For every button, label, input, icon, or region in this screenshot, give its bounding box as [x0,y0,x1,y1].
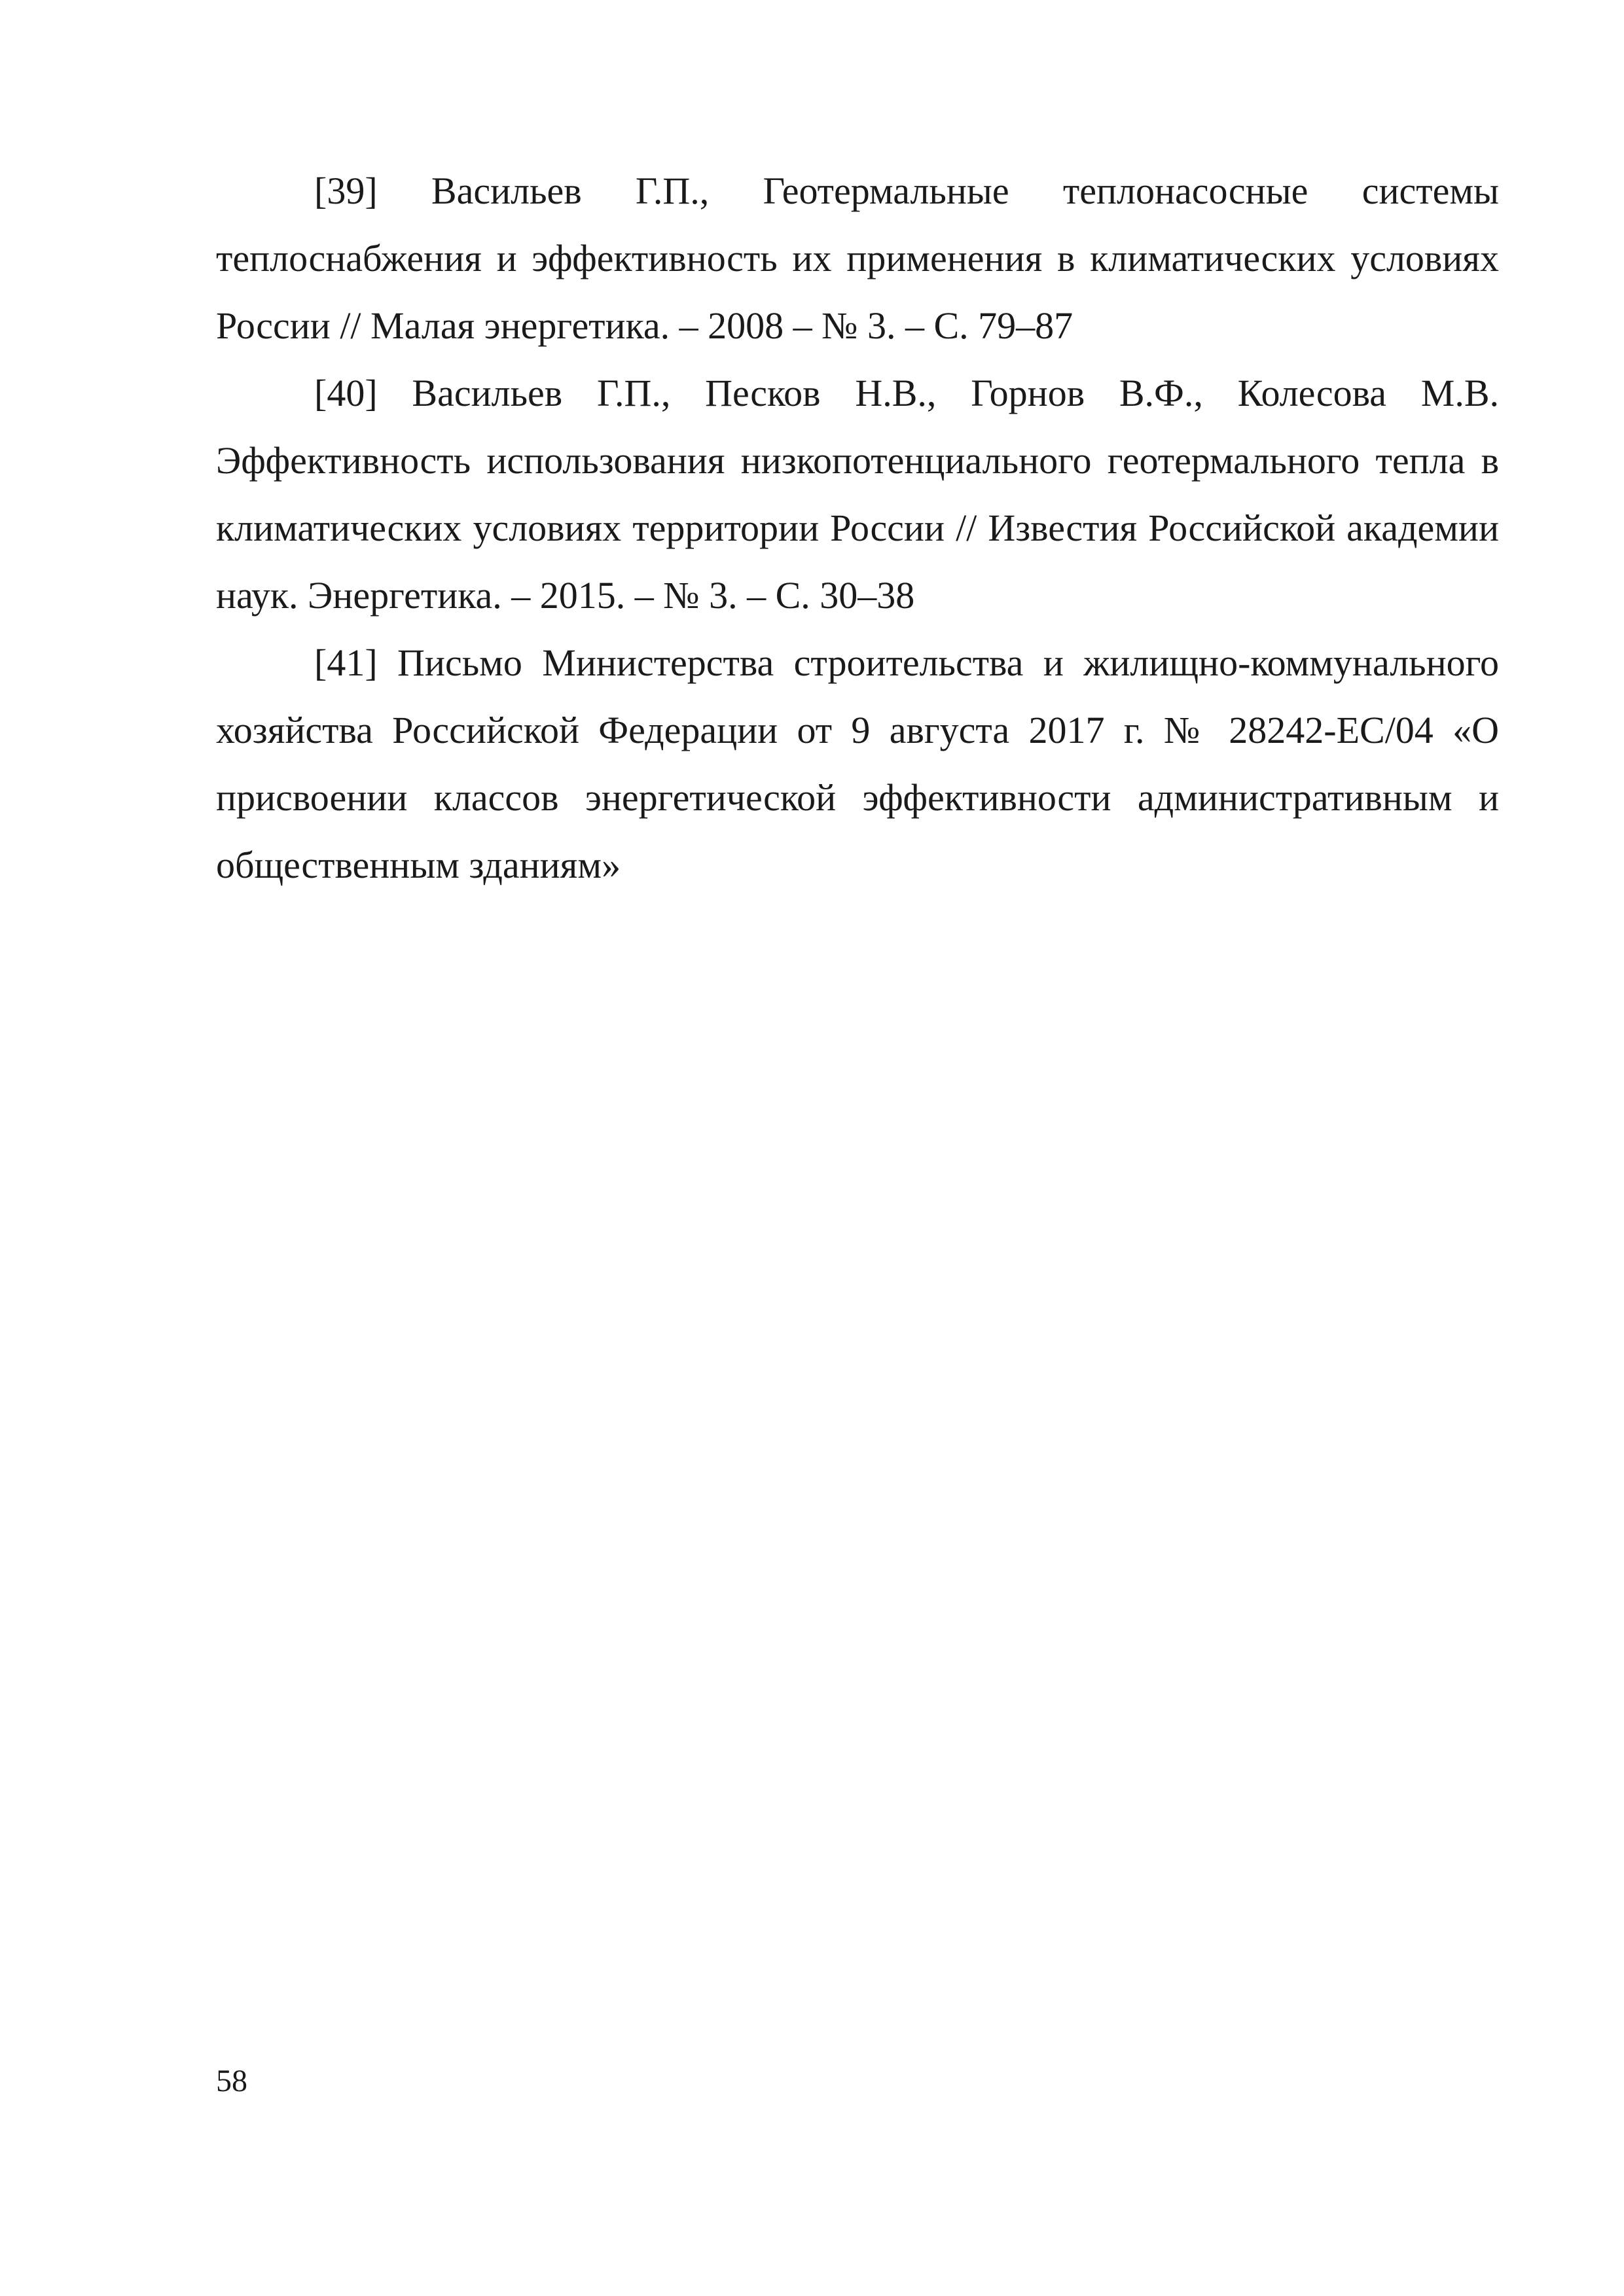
page-number: 58 [216,2064,247,2098]
reference-item-41: [41] Письмо Министерства строительства и жилищно-коммунального хозяйства Российской Федерации от 9 августа 2017 г. № 28242-ЕС/04 «О присвоении классов энергетической эффективности административным и общественным зданиям» [216,641,1499,886]
reference-item-39: [39] Васильев Г.П., Геотермальные теплонасосные системы теплоснабжения и эффективность их применения в климатических условиях России // Малая энергетика. – 2008 – № 3. – С. 79–87 [216,170,1499,347]
reference-item-40: [40] Васильев Г.П., Песков Н.В., Горнов В.Ф., Колесова М.В. Эффективность использования низкопотенциального геотермального тепла в климатических условиях территории России // Известия Российской академии наук. Энергетика. – 2015. – № 3. – С. 30–38 [216,372,1499,617]
reference-list [216,157,1499,899]
